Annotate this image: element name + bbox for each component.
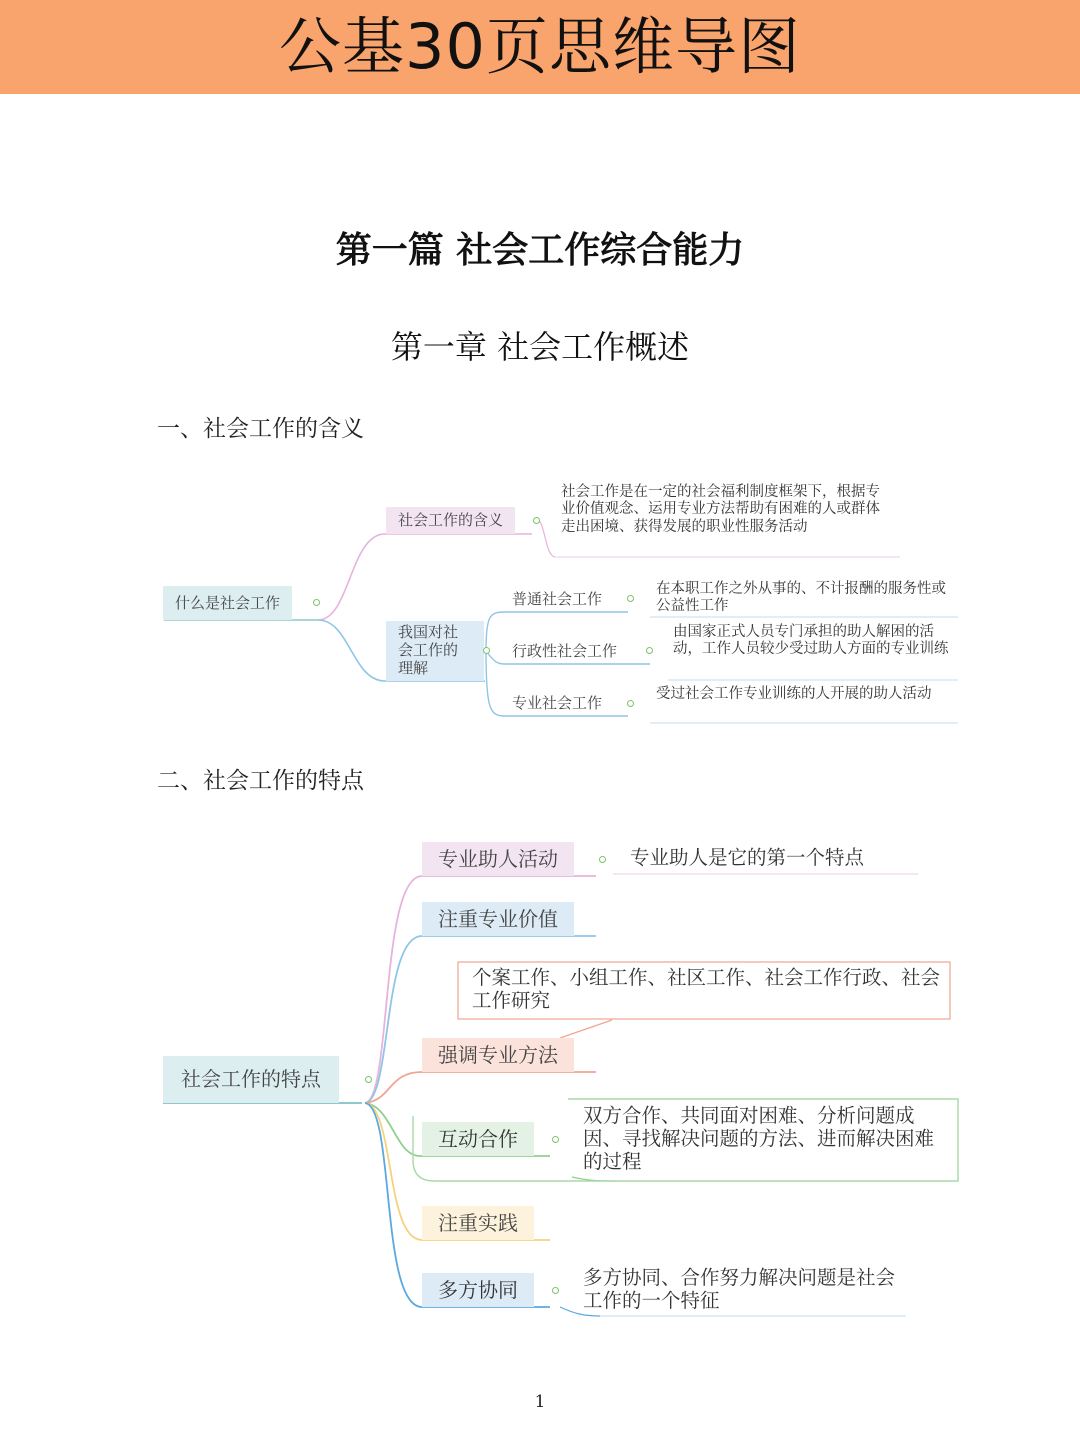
connector-item-2	[365, 936, 422, 1103]
chapter-title: 第一章 社会工作概述	[390, 328, 690, 366]
type-professional-desc: 受过社会工作专业训练的人开展的助人活动	[656, 686, 932, 702]
collapse-toggle-icon[interactable]	[533, 517, 540, 524]
branch-understanding: 我国对社会工作的理解	[386, 621, 484, 681]
feature-professional-help-desc: 专业助人是它的第一个特点	[630, 846, 865, 869]
feature-professional-methods-desc: 个案工作、小组工作、社区工作、社会工作行政、社会工作研究	[472, 966, 941, 1012]
feature-multi-collaboration: 多方协同	[422, 1273, 534, 1307]
mindmap-root-features: 社会工作的特点	[163, 1056, 339, 1103]
type-professional: 专业社会工作	[512, 694, 603, 712]
type-administrative: 行政性社会工作	[512, 642, 618, 660]
branch-meaning: 社会工作的含义	[386, 507, 515, 534]
collapse-toggle-icon[interactable]	[599, 856, 606, 863]
meaning-text: 社会工作是在一定的社会福利制度框架下，根据专业价值观念、运用专业方法帮助有困难的人或群体走出困境、获得发展的职业性服务活动	[561, 484, 880, 535]
part-title: 第一篇 社会工作综合能力	[335, 230, 745, 271]
type-ordinary-desc: 在本职工作之外从事的、不计报酬的服务性或公益性工作	[656, 581, 946, 615]
feature-professional-values: 注重专业价值	[422, 902, 574, 936]
collapse-toggle-icon[interactable]	[627, 700, 634, 707]
section1-heading: 一、社会工作的含义	[157, 416, 364, 442]
feature-practice: 注重实践	[422, 1206, 534, 1240]
banner-title: 公基30页思维导图	[0, 0, 1080, 94]
connector-meaning	[318, 534, 385, 620]
collapse-toggle-icon[interactable]	[365, 1076, 372, 1083]
collapse-toggle-icon[interactable]	[646, 647, 653, 654]
section2-heading: 二、社会工作的特点	[157, 768, 364, 794]
page-number: 1	[534, 1392, 546, 1412]
type-administrative-desc: 由国家正式人员专门承担的助人解困的活动，工作人员较少受过助人方面的专业训练	[673, 624, 949, 658]
collapse-toggle-icon[interactable]	[627, 595, 634, 602]
feature-multi-collaboration-desc: 多方协同、合作努力解决问题是社会工作的一个特征	[583, 1266, 896, 1312]
feature-interaction-cooperation: 互动合作	[422, 1122, 534, 1156]
connector-item-3	[365, 1072, 422, 1103]
connector-understanding	[318, 620, 385, 681]
feature-interaction-cooperation-desc: 双方合作、共同面对困难、分析问题成因、寻找解决问题的方法、进而解决困难的过程	[583, 1104, 935, 1173]
mindmap-root-what-is-social-work: 什么是社会工作	[163, 586, 292, 620]
collapse-toggle-icon[interactable]	[313, 599, 320, 606]
type-ordinary: 普通社会工作	[512, 590, 603, 608]
feature-professional-help: 专业助人活动	[422, 842, 574, 876]
feature-professional-methods: 强调专业方法	[422, 1038, 574, 1072]
collapse-toggle-icon[interactable]	[483, 647, 490, 654]
collapse-toggle-icon[interactable]	[552, 1287, 559, 1294]
collapse-toggle-icon[interactable]	[552, 1136, 559, 1143]
